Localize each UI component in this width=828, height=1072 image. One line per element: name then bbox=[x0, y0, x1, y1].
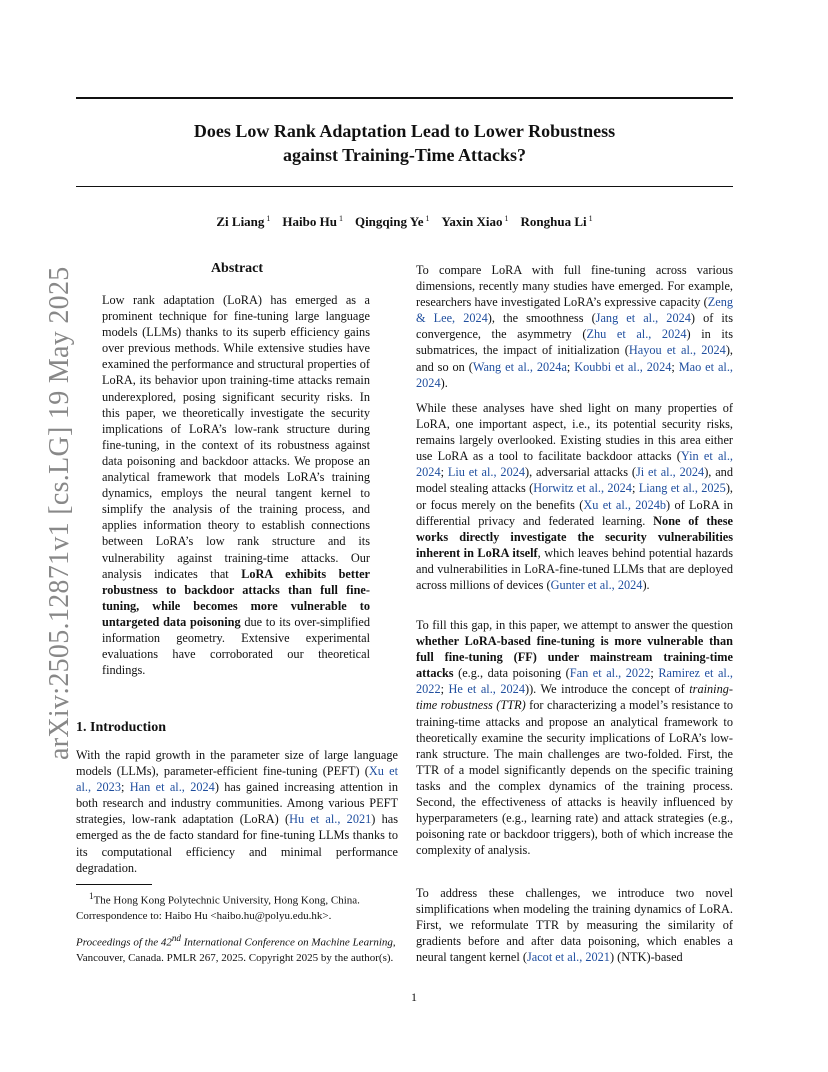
body-text: ; bbox=[671, 359, 679, 374]
author-name: Haibo Hu $^1$ bbox=[282, 214, 343, 230]
proceedings-note: Proceedings of the 42nd International Conference on Machine Learning, Vancouver, Canada. PMLR 267, 2025. Copyright 2025 by the author(s). bbox=[76, 933, 396, 964]
footnote-rule bbox=[76, 884, 152, 885]
abstract-heading: Abstract bbox=[210, 261, 264, 276]
page-number: 1 bbox=[411, 990, 417, 1004]
author-name: Zi Liang $^1$ bbox=[216, 214, 271, 230]
citation-link[interactable]: Jacot et al., 2021 bbox=[526, 950, 610, 965]
body-text: ) of its convergence, the asymmetry ( bbox=[416, 311, 733, 342]
body-text: ) of LoRA in differential privacy and federated learning. bbox=[416, 497, 733, 528]
body-text: (e.g., data poisoning ( bbox=[453, 666, 570, 681]
citation-link[interactable]: Mao et al., 2024 bbox=[416, 359, 733, 390]
right-paragraph-2 bbox=[416, 400, 733, 593]
body-text: for characterizing a model’s resistance to training-time attacks and propose an analytical framework to theoretically examine the security implications of LoRA’s low-rank structure. The main challenges are two-folded. First, the TTR of a model significantly depends on the specific training tasks and the complex dynamics of the training process. Second, the effectiveness of attacks is heavily influenced by hyperparameters (e.g., learning rate) and attack strategies (e.g., poisoning rate or backdoor triggers), both of which increase the complexity of analysis. bbox=[416, 698, 734, 858]
intro-paragraph: With the rapid growth in the parameter size of large language models (LLMs), parameter-efficient fine-tuning (PEFT) (Xu et al., 2023; Han et al., 2024) has gained increasing attention in both research and industry communities. Among various PEFT strategies, low-rank adaptation (LoRA) (Hu et al., 2021) has emerged as the de facto standard for fine-tuning LLMs thanks to its computational efficiency and minimal performance degradation. bbox=[76, 748, 399, 875]
citation-link[interactable]: Koubbi et al., 2024 bbox=[574, 359, 672, 374]
citation-link[interactable]: Ji et al., 2024 bbox=[635, 465, 705, 480]
body-text: ; bbox=[440, 682, 449, 697]
affiliation-mark: 1 bbox=[504, 214, 509, 223]
body-text: ) (NTK)-based bbox=[609, 950, 683, 965]
body-text: To compare LoRA with full fine-tuning across various dimensions, recently many studies have emerged. For example, researchers have investigated LoRA’s expressive capacity ( bbox=[416, 263, 733, 310]
body-text: ), the smoothness ( bbox=[487, 311, 596, 326]
body-text: ; bbox=[631, 481, 639, 496]
affiliation-mark: 1 bbox=[588, 214, 593, 223]
citation-link[interactable]: He et al., 2024 bbox=[448, 682, 525, 697]
bold-emphasis: None of these works directly investigate the security vulnerabilities inherent in LoRA itself bbox=[416, 513, 733, 560]
paper-title: Does Low Rank Adaptation Lead to Lower Robustness against Training-Time Attacks? bbox=[193, 121, 616, 165]
bold-emphasis: whether LoRA-based fine-tuning is more vulnerable than full fine-tuning (FF) under mainstream training-time attacks bbox=[416, 634, 733, 681]
affiliation-mark: 1 bbox=[338, 214, 343, 223]
citation-link[interactable]: Jang et al., 2024 bbox=[595, 311, 691, 326]
citation-link[interactable]: Liu et al., 2024 bbox=[447, 465, 526, 480]
top-rule bbox=[76, 97, 733, 99]
citation-link[interactable]: Gunter et al., 2024 bbox=[550, 578, 643, 593]
citation-link[interactable]: Xu et al., 2024b bbox=[583, 497, 667, 512]
author-list bbox=[76, 214, 733, 230]
body-text: To fill this gap, in this paper, we attempt to answer the question bbox=[416, 618, 733, 632]
author-name: Ronghua Li $^1$ bbox=[520, 214, 593, 230]
body-text: ). bbox=[642, 578, 650, 593]
citation-link[interactable]: Xu et al., 2023 bbox=[76, 764, 398, 795]
body-text: ), or focus merely on the benefits ( bbox=[416, 481, 733, 512]
author-name: Qingqing Ye $^1$ bbox=[354, 214, 430, 230]
citation-link[interactable]: Hu et al., 2021 bbox=[289, 812, 372, 827]
body-text: ) in its submatrices, the impact of initialization ( bbox=[416, 327, 733, 358]
abstract-body: Low rank adaptation (LoRA) has emerged as a prominent technique for fine-tuning large language models (LLMs) thanks to its superb efficiency gains over previous methods. While extensive studies have examined the performance and structural properties of LoRA, its behavior upon training-time attacks remain underexplored, posing significant security risks. In this paper, we theoretically investigate the security implications of LoRA’s low-rank structure during fine-tuning, in the context of its robustness against data poisoning and backdoor attacks. We propose an analytical framework that models LoRA’s training dynamics, employs the neural tangent kernel to simplify the analysis of the training process, and applies information theory to establish connections between LoRA’s low rank structure and its vulnerability against training-time attacks. Our analysis indicates that LoRA exhibits better robustness to backdoor attacks than full fine-tuning, while becomes more vulnerable to untargeted data poisoning due to its over-simplified information geometry. Extensive experimental evaluations have corroborated our theoretical findings. bbox=[102, 293, 370, 678]
affiliation-mark: 1 bbox=[425, 214, 430, 223]
right-paragraph-3 bbox=[416, 617, 733, 858]
body-text: While these analyses have shed light on many properties of LoRA, one important aspect, i.e., its potential security risks, remains largely overlooked. Existing studies in this area either use LoRA as a tool to facilitate backdoor attacks ( bbox=[416, 401, 733, 464]
citation-link[interactable]: Horwitz et al., 2024 bbox=[533, 481, 632, 496]
body-text: ; bbox=[440, 465, 448, 480]
affiliation-mark: 1 bbox=[266, 214, 271, 223]
citation-link[interactable]: Zhu et al., 2024 bbox=[586, 327, 687, 342]
citation-link[interactable]: Fan et al., 2022 bbox=[569, 666, 651, 681]
body-text: ; bbox=[650, 666, 659, 681]
section-heading-introduction: 1. Introduction bbox=[76, 720, 166, 735]
citation-link[interactable]: Zeng & Lee, 2024 bbox=[416, 295, 733, 326]
body-text: ), and so on ( bbox=[416, 343, 733, 374]
body-text: ; bbox=[566, 359, 575, 374]
citation-link[interactable]: Hayou et al., 2024 bbox=[628, 343, 726, 358]
title-bottom-rule bbox=[76, 186, 733, 187]
citation-link[interactable]: Wang et al., 2024a bbox=[472, 359, 567, 374]
citation-link[interactable]: Liang et al., 2025 bbox=[638, 481, 726, 496]
body-text: ). bbox=[440, 375, 448, 390]
right-paragraph-1 bbox=[416, 262, 733, 391]
author-name: Yaxin Xiao $^1$ bbox=[441, 214, 509, 230]
arxiv-identifier[interactable]: arXiv:2505.12871v1 [cs.LG] 19 May 2025 bbox=[44, 266, 75, 760]
body-text: To address these challenges, we introduce two novel simplifications when modeling the training dynamics of LoRA. First, we reformulate TTR by measuring the similarity of gradients before and after data poisoning, which enables a neural tangent kernel ( bbox=[416, 886, 733, 965]
body-text: ), and model stealing attacks ( bbox=[416, 465, 733, 496]
italic-term: training-time robustness (TTR) bbox=[416, 682, 733, 713]
right-paragraph-4 bbox=[416, 885, 733, 965]
citation-link[interactable]: Han et al., 2024 bbox=[129, 780, 215, 795]
citation-link[interactable]: Yin et al., 2024 bbox=[416, 449, 733, 480]
body-text: )). We introduce the concept of bbox=[524, 682, 690, 697]
citation-link[interactable]: Ramirez et al., 2022 bbox=[416, 666, 733, 697]
affiliation-footnote: $^1$The Hong Kong Polytechnic University, Hong Kong, China. Correspondence to: Haibo Hu <haibo.hu@polyu.edu.hk>. bbox=[76, 891, 360, 922]
body-text: ), adversarial attacks ( bbox=[525, 465, 636, 480]
body-text: , which leaves behind potential hazards and vulnerabilities in LoRA-fine-tuned LLMs that are deployed across millions of devices ( bbox=[416, 545, 733, 593]
